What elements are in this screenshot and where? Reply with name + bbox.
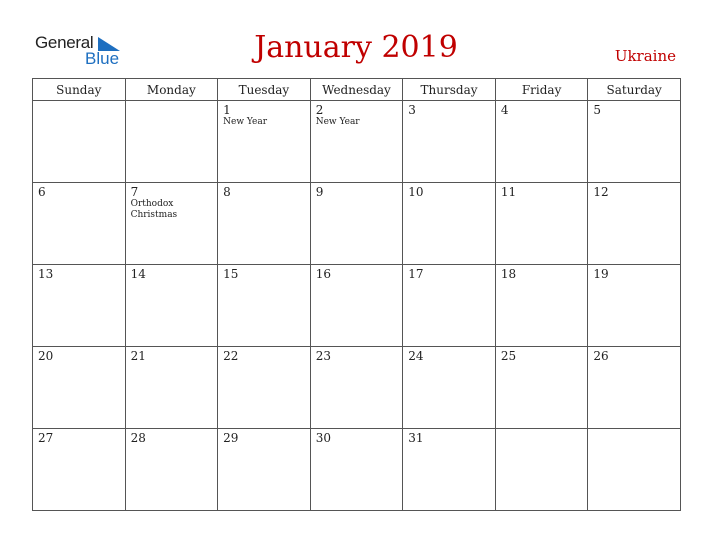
day-cell xyxy=(588,347,681,429)
week-row xyxy=(33,429,681,511)
day-cell xyxy=(588,101,681,183)
day-number: 31 xyxy=(408,431,424,445)
weekday-header: Sunday xyxy=(33,79,126,101)
weekday-header: Tuesday xyxy=(218,79,311,101)
day-cell xyxy=(588,265,681,347)
day-number: 20 xyxy=(38,349,54,363)
week-row xyxy=(33,183,681,265)
logo-text-general: General xyxy=(35,33,94,52)
day-number: 7 xyxy=(130,185,139,199)
day-cell xyxy=(125,101,218,183)
day-number: 1 xyxy=(223,103,231,117)
day-number: 11 xyxy=(500,185,517,199)
calendar-grid xyxy=(32,78,681,511)
weekday-header-row xyxy=(33,79,681,101)
country-label: Ukraine xyxy=(614,47,676,65)
day-number: 23 xyxy=(315,349,331,363)
day-number: 17 xyxy=(408,267,424,281)
day-number: 28 xyxy=(130,431,146,445)
calendar-title: January 2019 xyxy=(254,30,458,65)
day-number: 21 xyxy=(130,349,146,363)
weekday-header: Friday xyxy=(495,79,588,101)
day-number: 26 xyxy=(593,349,609,363)
holiday-label: New Year xyxy=(223,117,268,127)
day-number: 6 xyxy=(38,185,46,199)
holiday-label: Orthodox Christmas xyxy=(130,199,178,220)
day-cell xyxy=(495,429,588,511)
day-cell xyxy=(310,429,403,511)
day-number: 15 xyxy=(223,267,239,281)
day-cell xyxy=(33,101,126,183)
day-number: 9 xyxy=(315,185,324,199)
day-cell xyxy=(125,183,218,265)
day-number: 13 xyxy=(38,267,54,281)
day-number: 5 xyxy=(593,103,602,117)
day-cell xyxy=(310,265,403,347)
day-cell xyxy=(218,101,311,183)
day-number: 24 xyxy=(408,349,424,363)
weekday-header: Saturday xyxy=(588,79,681,101)
day-cell xyxy=(495,101,588,183)
day-number: 27 xyxy=(38,431,54,445)
day-cell xyxy=(495,265,588,347)
day-cell xyxy=(588,183,681,265)
day-number: 14 xyxy=(130,267,146,281)
day-cell xyxy=(33,265,126,347)
logo-text-blue: Blue xyxy=(85,49,120,68)
holiday-label: New Year xyxy=(315,117,360,127)
day-number: 4 xyxy=(500,103,509,117)
day-number: 8 xyxy=(223,185,231,199)
day-number: 3 xyxy=(408,103,416,117)
day-cell xyxy=(403,101,496,183)
day-cell xyxy=(403,347,496,429)
day-cell xyxy=(218,183,311,265)
day-cell xyxy=(403,429,496,511)
week-row xyxy=(33,101,681,183)
day-cell xyxy=(33,347,126,429)
weekday-header: Wednesday xyxy=(310,79,403,101)
day-cell xyxy=(310,101,403,183)
day-number: 2 xyxy=(315,103,324,117)
day-number: 22 xyxy=(223,349,239,363)
day-number: 29 xyxy=(223,431,239,445)
week-row xyxy=(33,347,681,429)
day-cell xyxy=(403,265,496,347)
day-number: 30 xyxy=(315,431,331,445)
day-cell xyxy=(33,183,126,265)
day-cell xyxy=(125,265,218,347)
day-number: 25 xyxy=(500,349,517,363)
day-cell xyxy=(588,429,681,511)
weekday-header: Thursday xyxy=(403,79,496,101)
day-cell xyxy=(218,429,311,511)
week-row xyxy=(33,265,681,347)
day-cell xyxy=(495,347,588,429)
day-cell xyxy=(125,347,218,429)
day-cell xyxy=(33,429,126,511)
day-number: 10 xyxy=(408,185,424,199)
day-number: 16 xyxy=(315,267,331,281)
day-cell xyxy=(218,265,311,347)
day-number: 18 xyxy=(500,267,517,281)
weekday-header: Monday xyxy=(125,79,218,101)
day-number: 19 xyxy=(593,267,609,281)
day-cell xyxy=(125,429,218,511)
day-cell xyxy=(403,183,496,265)
day-cell xyxy=(310,183,403,265)
day-cell xyxy=(495,183,588,265)
day-cell xyxy=(310,347,403,429)
day-number: 12 xyxy=(593,185,609,199)
day-cell xyxy=(218,347,311,429)
